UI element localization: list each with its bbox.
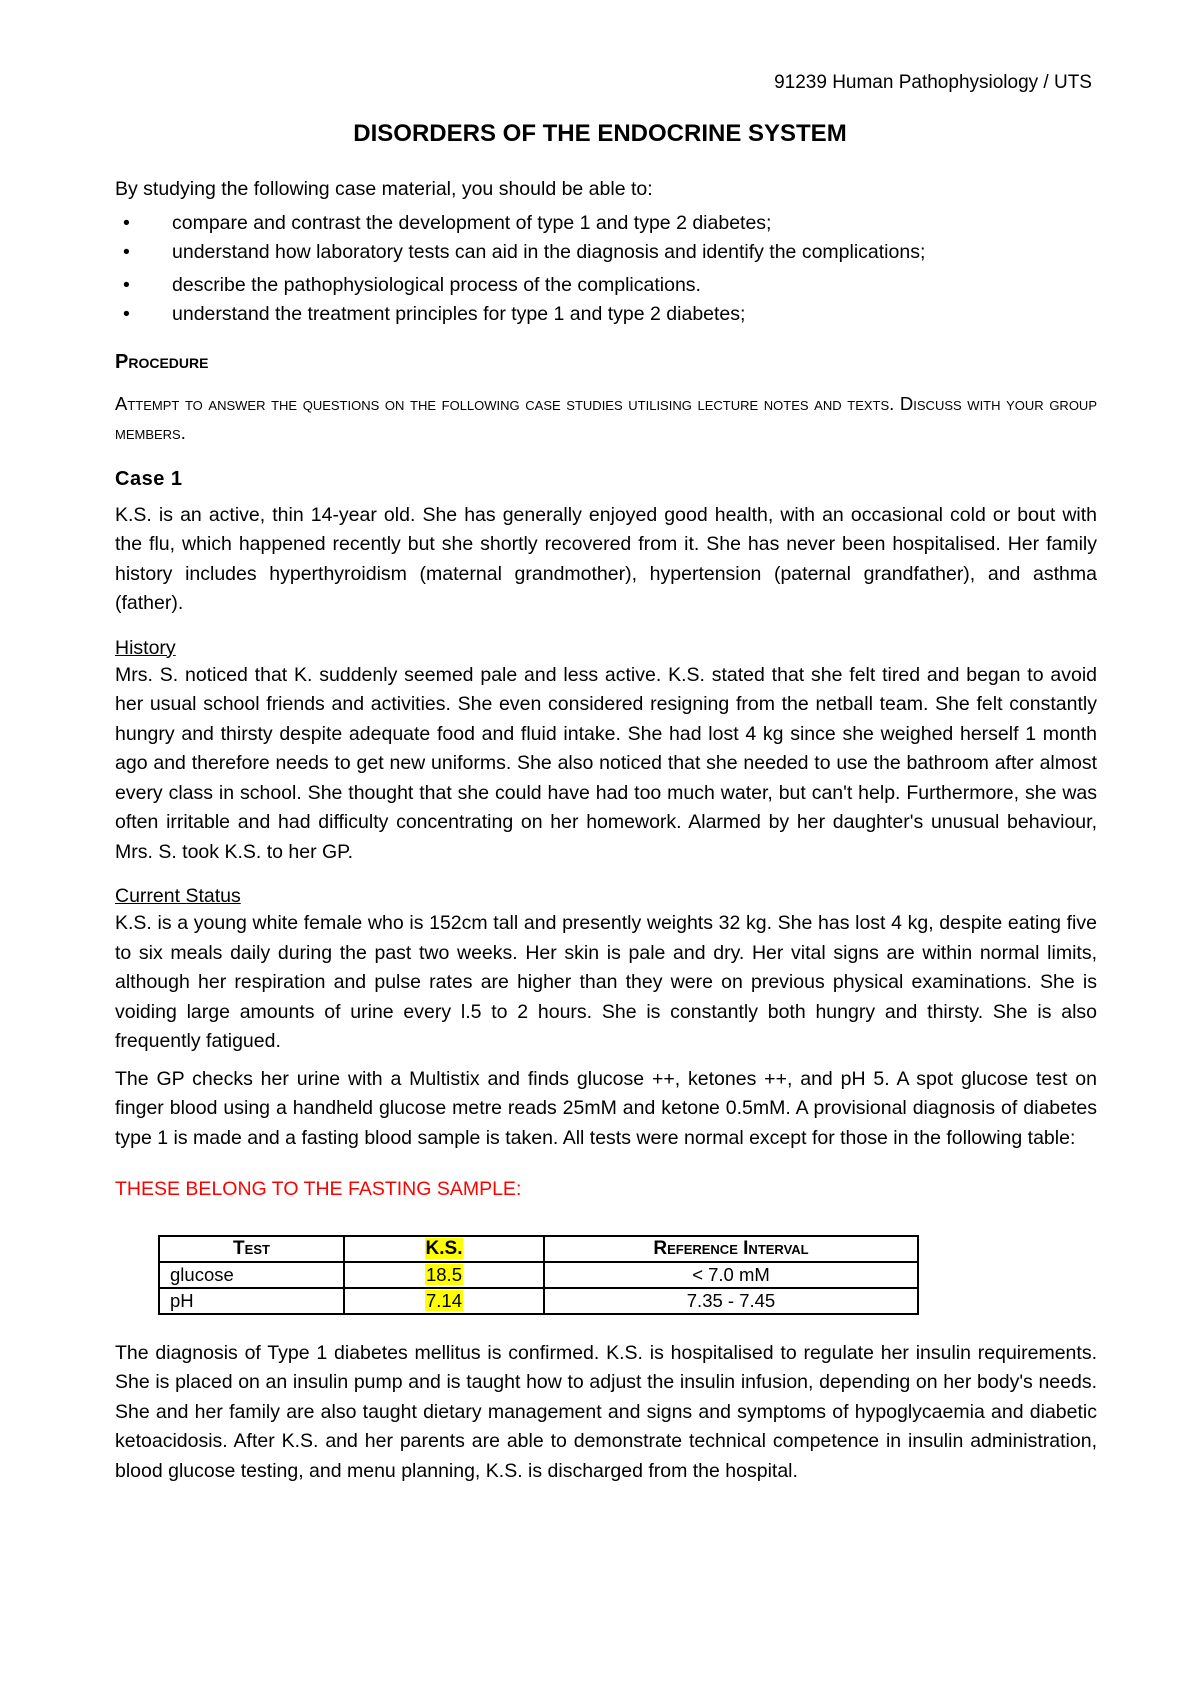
cell-test: glucose [159,1262,344,1288]
bullet-icon: • [123,211,130,234]
main-content [115,175,1097,1486]
fasting-sample-note: THESE BELONG TO THE FASTING SAMPLE: [115,1178,522,1200]
bullet-icon: • [123,303,130,325]
cell-value [344,1288,544,1314]
current-status-heading: Current Status [115,885,241,907]
column-header-reference: Reference Interval [544,1236,918,1262]
column-header-patient [344,1236,544,1262]
bullet-icon: • [123,273,130,296]
history-paragraph: Mrs. S. noticed that K. suddenly seemed pale and less active. K.S. stated that she felt tired and began to avoid her usual school friends and activities. She even considered resigning from the netball team. She felt constantly hungry and thirsty despite adequate food and fluid intake. She had lost 4 kg since she weighed herself 1 month ago and therefore needs to get new uniforms. She also noticed that she needed to use the bathroom after almost every class in school. She thought that she could have had too much water, but can't help. Furthermore, she was often irritable and had difficulty concentrating on her homework. Alarmed by her daughter's unusual behaviour, Mrs. S. took K.S. to her GP. [115,663,1097,863]
procedure-heading: Procedure [115,350,209,373]
table-header-row [159,1236,918,1262]
diagnosis-paragraph: The diagnosis of Type 1 diabetes mellitus is confirmed. K.S. is hospitalised to regulate her insulin requirements. She is placed on an insulin pump and is taught how to adjust the insulin infusion, depending on her body's needs. She and her family are also taught dietary management and signs and symptoms of hypoglycaemia and diabetic ketoacidosis. After K.S. and her parents are able to demonstrate technical competence in insulin administration, blood glucose testing, and menu planning, K.S. is discharged from the hospital. [115,1341,1097,1482]
value-highlight: 18.5 [425,1263,462,1285]
gp-findings-paragraph: The GP checks her urine with a Multistix and finds glucose ++, ketones ++, and pH 5. A spot glucose test on finger blood using a handheld glucose metre reads 25mM and ketone 0.5mM. A provisional diagnosis of diabetes type 1 is made and a fasting blood sample is taken. All tests were normal except for those in the following table: [115,1067,1097,1149]
case-heading: Case 1 [115,468,183,490]
objective-item [115,209,1097,239]
table-row [159,1262,918,1288]
cell-reference: 7.35 - 7.45 [544,1288,918,1314]
objective-item [115,238,1097,268]
cell-value [344,1262,544,1288]
objective-text: understand how laboratory tests can aid in the diagnosis and identify the complications; [172,241,926,263]
bullet-icon: • [123,241,130,263]
objective-item [115,271,1097,301]
objective-text: compare and contrast the development of type 1 and type 2 diabetes; [172,211,772,234]
page-title: DISORDERS OF THE ENDOCRINE SYSTEM [353,120,847,147]
table-row [159,1288,918,1314]
objectives-list [115,209,1097,330]
objective-text: understand the treatment principles for type 1 and type 2 diabetes; [172,303,746,325]
objective-item [115,300,1097,330]
lab-results-table [158,1235,919,1315]
case-intro-paragraph: K.S. is an active, thin 14-year old. She has generally enjoyed good health, with an occasional cold or bout with the flu, which happened recently but she shortly recovered from it. She has never been hospitalised. Her family history includes hyperthyroidism (maternal grandmother), hypertension (paternal grandfather), and asthma (father). [115,503,1097,614]
patient-header-highlight: K.S. [425,1237,463,1259]
column-header-test: Test [159,1236,344,1262]
value-highlight: 7.14 [425,1289,462,1311]
procedure-text: Attempt to answer the questions on the following case studies utilising lecture notes and texts. Discuss with your group members. [115,393,1097,443]
objective-text: describe the pathophysiological process of the complications. [172,273,701,296]
objectives-intro: By studying the following case material, you should be able to: [115,178,653,200]
history-heading: History [115,636,176,659]
cell-test: pH [159,1288,344,1314]
current-status-paragraph: K.S. is a young white female who is 152cm tall and presently weights 32 kg. She has lost 4 kg, despite eating five to six meals daily during the past two weeks. Her skin is pale and dry. Her vital signs are within normal limits, although her respiration and pulse rates are higher than they were on previous physical examinations. She is voiding large amounts of urine every l.5 to 2 hours. She is constantly both hungry and thirsty. She is also frequently fatigued. [115,912,1097,1052]
cell-reference: < 7.0 mM [544,1262,918,1288]
course-header: 91239 Human Pathophysiology / UTS [774,72,1092,93]
